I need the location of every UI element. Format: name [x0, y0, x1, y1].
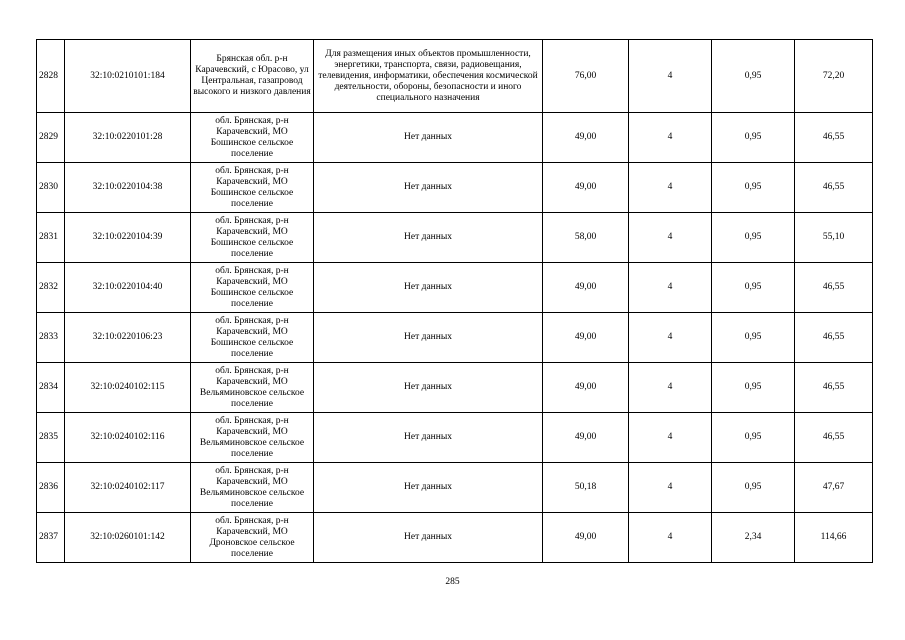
address-cell: обл. Брянская, р-н Карачевский, МО Дроновское сельское поселение	[191, 513, 314, 563]
coefficient-cell: 0,95	[712, 263, 795, 313]
address-cell: обл. Брянская, р-н Карачевский, МО Бошинское сельское поселение	[191, 313, 314, 363]
table-row	[37, 163, 873, 213]
permitted-use-cell: Нет данных	[314, 113, 543, 163]
category-cell: 4	[629, 513, 712, 563]
address-cell: Брянская обл. р-н Карачевский, с Юрасово, ул Центральная, газапровод высокого и низкого давления	[191, 40, 314, 113]
row-number-cell: 2837	[37, 513, 65, 563]
sum-cell: 114,66	[795, 513, 873, 563]
area-cell: 49,00	[543, 313, 629, 363]
row-number-cell: 2830	[37, 163, 65, 213]
address-cell: обл. Брянская, р-н Карачевский, МО Бошинское сельское поселение	[191, 163, 314, 213]
coefficient-cell: 0,95	[712, 413, 795, 463]
area-cell: 58,00	[543, 213, 629, 263]
table-row	[37, 363, 873, 413]
table-row	[37, 463, 873, 513]
table-row	[37, 313, 873, 363]
category-cell: 4	[629, 113, 712, 163]
cadastral-number-cell: 32:10:0220104:38	[65, 163, 191, 213]
area-cell: 76,00	[543, 40, 629, 113]
category-cell: 4	[629, 263, 712, 313]
coefficient-cell: 0,95	[712, 163, 795, 213]
category-cell: 4	[629, 313, 712, 363]
row-number-cell: 2833	[37, 313, 65, 363]
table-row	[37, 263, 873, 313]
sum-cell: 72,20	[795, 40, 873, 113]
permitted-use-cell: Нет данных	[314, 213, 543, 263]
sum-cell: 46,55	[795, 163, 873, 213]
area-cell: 50,18	[543, 463, 629, 513]
area-cell: 49,00	[543, 513, 629, 563]
address-cell: обл. Брянская, р-н Карачевский, МО Вельяминовское сельское поселение	[191, 413, 314, 463]
coefficient-cell: 0,95	[712, 113, 795, 163]
category-cell: 4	[629, 363, 712, 413]
sum-cell: 46,55	[795, 313, 873, 363]
page-number: 285	[445, 577, 460, 587]
permitted-use-cell: Нет данных	[314, 313, 543, 363]
permitted-use-cell: Нет данных	[314, 413, 543, 463]
area-cell: 49,00	[543, 363, 629, 413]
area-cell: 49,00	[543, 263, 629, 313]
address-cell: обл. Брянская, р-н Карачевский, МО Бошинское сельское поселение	[191, 263, 314, 313]
permitted-use-cell: Нет данных	[314, 163, 543, 213]
permitted-use-cell: Нет данных	[314, 513, 543, 563]
sum-cell: 46,55	[795, 363, 873, 413]
sum-cell: 46,55	[795, 263, 873, 313]
permitted-use-cell: Для размещения иных объектов промышленности, энергетики, транспорта, связи, радиовещания, телевидения, информатики, обеспечения космической деятельности, обороны, безопасности и иного специального назначения	[314, 40, 543, 113]
row-number-cell: 2836	[37, 463, 65, 513]
row-number-cell: 2829	[37, 113, 65, 163]
category-cell: 4	[629, 213, 712, 263]
row-number-cell: 2828	[37, 40, 65, 113]
cadastral-number-cell: 32:10:0220101:28	[65, 113, 191, 163]
table-row	[37, 113, 873, 163]
cadastral-number-cell: 32:10:0220106:23	[65, 313, 191, 363]
cadastral-number-cell: 32:10:0220104:39	[65, 213, 191, 263]
address-cell: обл. Брянская, р-н Карачевский, МО Вельяминовское сельское поселение	[191, 363, 314, 413]
coefficient-cell: 0,95	[712, 363, 795, 413]
permitted-use-cell: Нет данных	[314, 463, 543, 513]
area-cell: 49,00	[543, 163, 629, 213]
sum-cell: 55,10	[795, 213, 873, 263]
cadastral-number-cell: 32:10:0220104:40	[65, 263, 191, 313]
area-cell: 49,00	[543, 413, 629, 463]
row-number-cell: 2834	[37, 363, 65, 413]
address-cell: обл. Брянская, р-н Карачевский, МО Бошинское сельское поселение	[191, 113, 314, 163]
table-row	[37, 40, 873, 113]
category-cell: 4	[629, 40, 712, 113]
document-page	[36, 39, 872, 563]
address-cell: обл. Брянская, р-н Карачевский, МО Вельяминовское сельское поселение	[191, 463, 314, 513]
table-row	[37, 213, 873, 263]
coefficient-cell: 0,95	[712, 40, 795, 113]
row-number-cell: 2835	[37, 413, 65, 463]
coefficient-cell: 0,95	[712, 313, 795, 363]
table-row	[37, 513, 873, 563]
table-body	[37, 40, 873, 563]
cadastral-number-cell: 32:10:0240102:115	[65, 363, 191, 413]
category-cell: 4	[629, 463, 712, 513]
coefficient-cell: 0,95	[712, 463, 795, 513]
cadastral-number-cell: 32:10:0260101:142	[65, 513, 191, 563]
cadastral-number-cell: 32:10:0210101:184	[65, 40, 191, 113]
row-number-cell: 2832	[37, 263, 65, 313]
sum-cell: 46,55	[795, 413, 873, 463]
table-row	[37, 413, 873, 463]
row-number-cell: 2831	[37, 213, 65, 263]
coefficient-cell: 2,34	[712, 513, 795, 563]
address-cell: обл. Брянская, р-н Карачевский, МО Бошинское сельское поселение	[191, 213, 314, 263]
category-cell: 4	[629, 413, 712, 463]
cadastral-number-cell: 32:10:0240102:116	[65, 413, 191, 463]
sum-cell: 47,67	[795, 463, 873, 513]
land-plots-table	[36, 39, 873, 563]
coefficient-cell: 0,95	[712, 213, 795, 263]
area-cell: 49,00	[543, 113, 629, 163]
sum-cell: 46,55	[795, 113, 873, 163]
permitted-use-cell: Нет данных	[314, 263, 543, 313]
permitted-use-cell: Нет данных	[314, 363, 543, 413]
cadastral-number-cell: 32:10:0240102:117	[65, 463, 191, 513]
category-cell: 4	[629, 163, 712, 213]
